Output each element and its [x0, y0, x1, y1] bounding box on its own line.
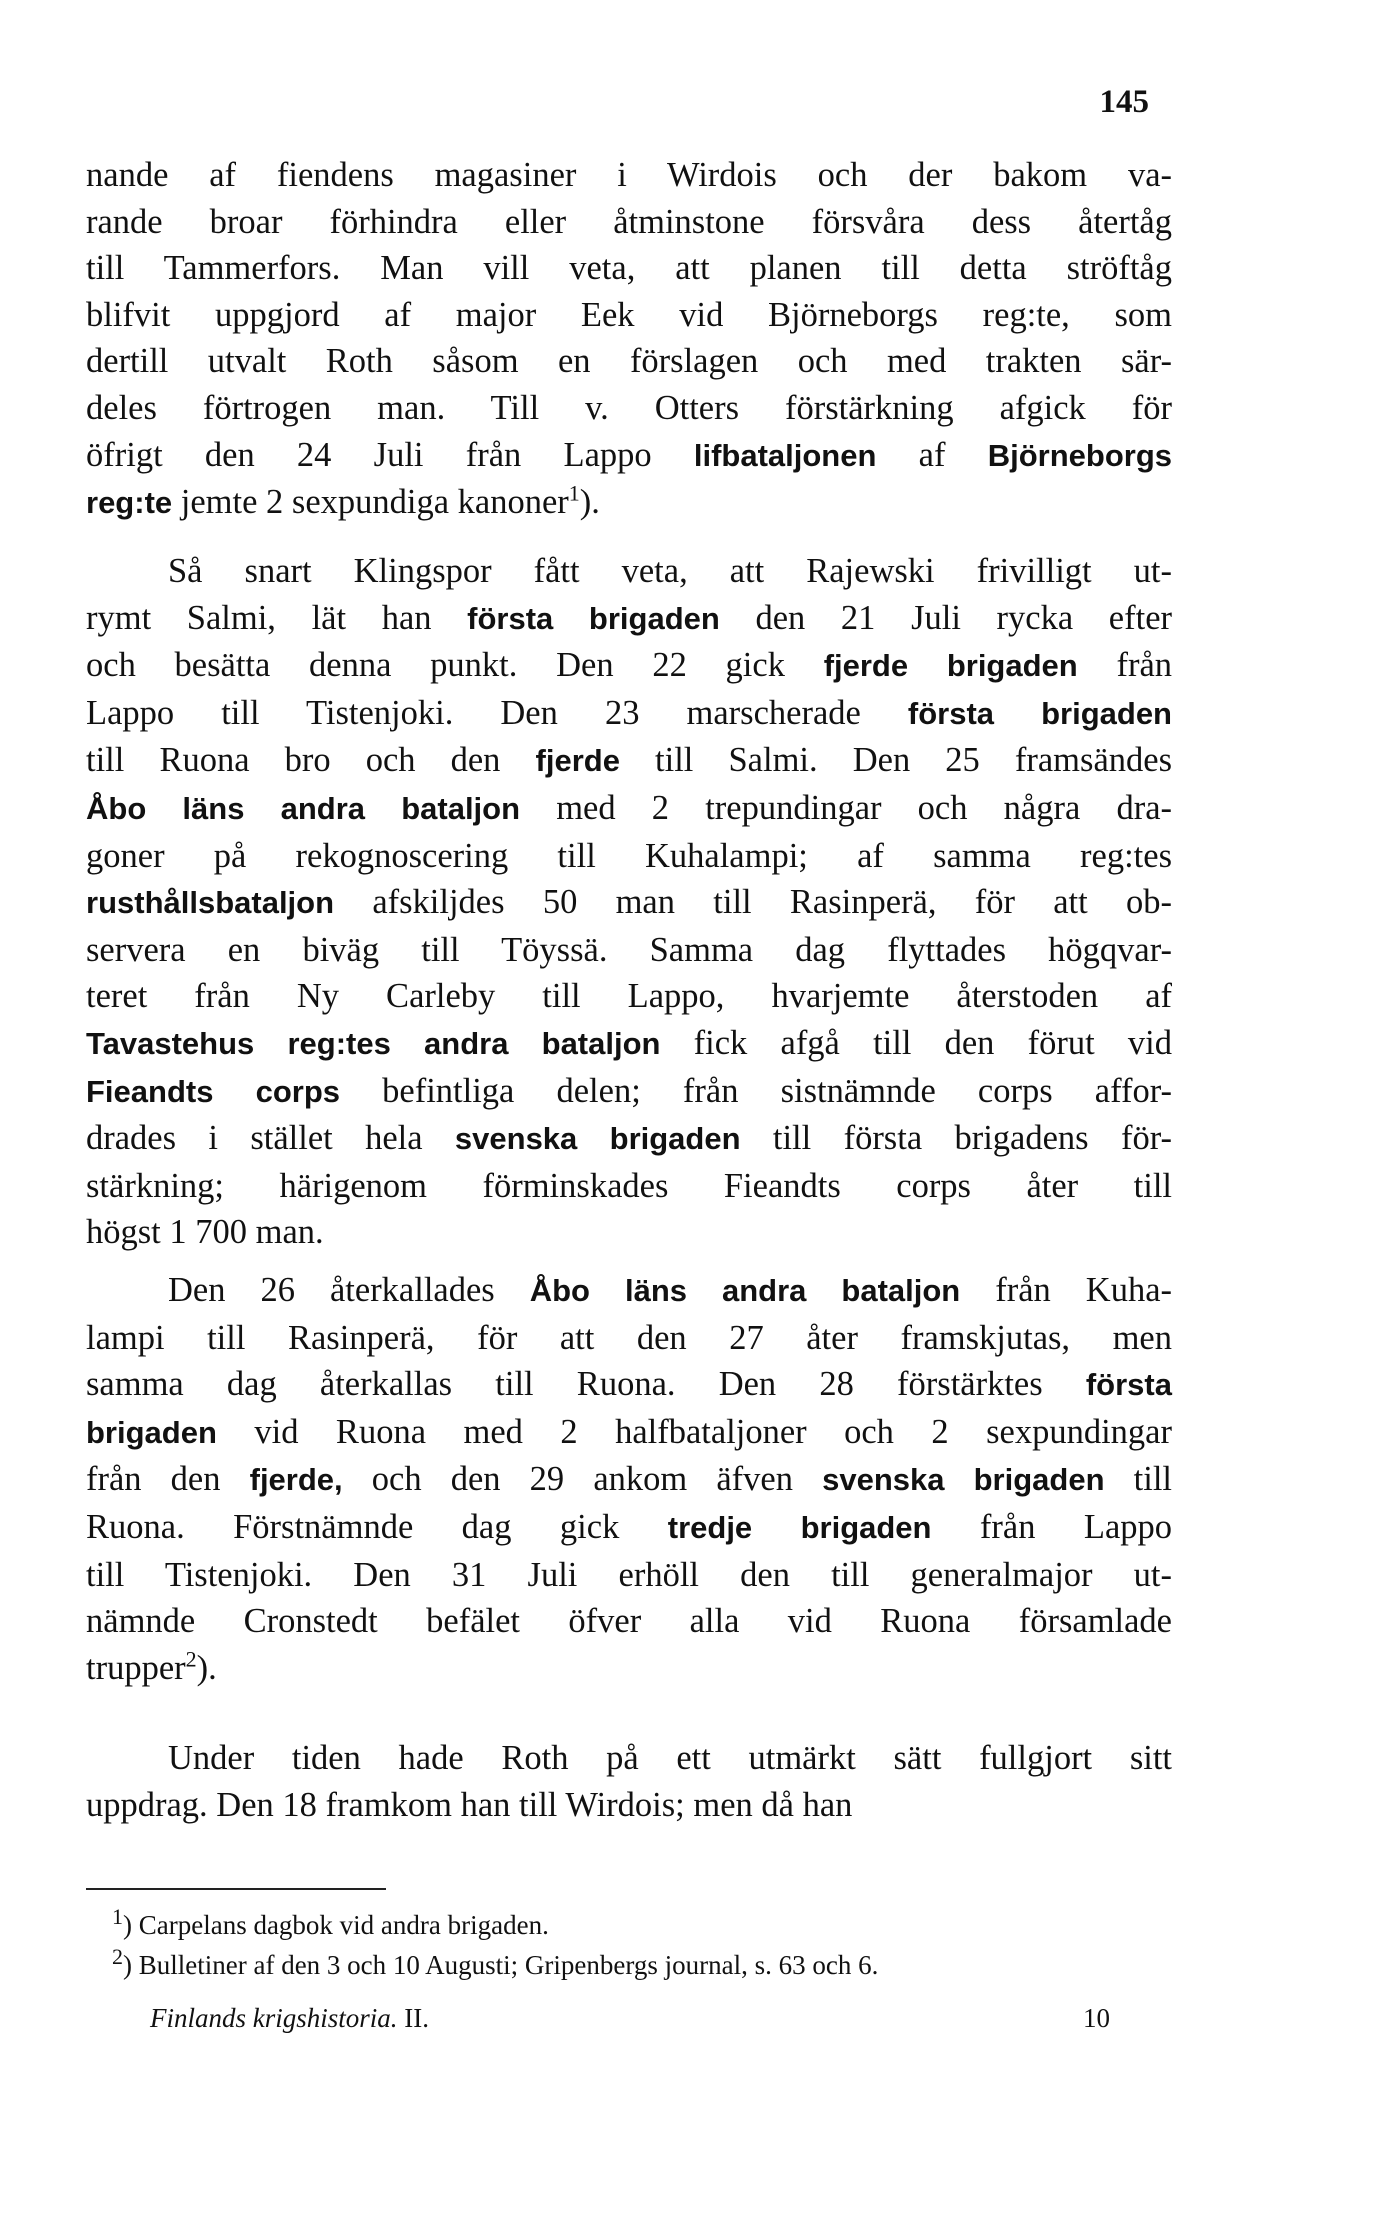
text-line — [86, 1163, 1172, 1210]
text-line — [86, 1068, 1172, 1116]
text-segment: servera en biväg till Töyssä. Samma dag flyttades högqvar- — [86, 930, 1172, 969]
emphasis-text: svenska brigaden — [822, 1462, 1105, 1498]
emphasis-text: Fieandts corps — [86, 1073, 341, 1109]
emphasis-text: Björneborgs — [987, 437, 1172, 473]
text-line — [86, 1020, 1172, 1068]
emphasis-text: Åbo läns andra bataljon — [529, 1273, 961, 1308]
footer-signature: 10 — [1083, 2003, 1110, 2033]
emphasis-text: Tavastehus reg:tes andra bataljon — [86, 1025, 661, 1061]
text-line — [86, 1456, 1172, 1504]
footer-volume: II. — [404, 2003, 430, 2033]
text-segment: och den 29 ankom äfven — [342, 1460, 823, 1499]
emphasis-text: första brigaden — [467, 600, 720, 636]
text-segment: fick afgå till den förut vid — [660, 1023, 1172, 1062]
paragraph-1 — [86, 152, 1172, 527]
footnote-2 — [112, 1945, 878, 1985]
text-line — [86, 152, 1172, 199]
page-footer — [150, 2003, 1110, 2034]
text-segment: Lappo till Tistenjoki. Den 23 marscherade — [86, 693, 908, 732]
text-line — [86, 338, 1172, 385]
text-segment: ). — [579, 483, 600, 522]
text-segment: nande af fiendens magasiner i Wirdois och der bakom va- — [86, 156, 1172, 194]
text-segment: till — [1104, 1460, 1172, 1499]
page-number: 145 — [1099, 84, 1149, 120]
text-segment: från Kuha- — [960, 1271, 1172, 1309]
text-segment: af — [876, 435, 988, 474]
text-segment: deles förtrogen man. Till v. Otters förstärkning afgick för — [86, 388, 1172, 427]
text-segment: Under tiden hade Roth på ett utmärkt sätt fullgjort sitt — [168, 1739, 1172, 1777]
text-segment: och besätta denna punkt. Den 22 gick — [86, 646, 824, 685]
footnote-divider — [86, 1888, 386, 1890]
text-line — [86, 385, 1172, 432]
footnote-reference: 2 — [185, 1646, 197, 1672]
text-line — [86, 1267, 1172, 1315]
text-segment: Den 26 återkallades — [168, 1271, 530, 1309]
emphasis-text: tredje brigaden — [667, 1509, 932, 1545]
emphasis-text: första brigaden — [907, 695, 1172, 731]
text-segment: afskiljdes 50 man till Rasinperä, för att ob- — [334, 883, 1172, 922]
emphasis-text: svenska brigaden — [454, 1121, 741, 1157]
text-segment: drades i stället hela — [86, 1119, 455, 1158]
text-line — [86, 1361, 1172, 1409]
text-segment: till Tammerfors. Man vill veta, att planen till detta ströftåg — [86, 249, 1172, 288]
text-segment: med 2 trepundingar och några dra- — [520, 788, 1172, 827]
text-segment: stärkning; härigenom förminskades Fieandts corps åter till — [86, 1166, 1172, 1205]
text-segment: befintliga delen; från sistnämnde corps affor- — [340, 1071, 1172, 1110]
text-segment: dertill utvalt Roth såsom en förslagen och med trakten sär- — [86, 342, 1172, 381]
text-segment: Ruona. Förstnämnde dag gick — [86, 1507, 668, 1546]
text-line — [86, 1735, 1172, 1782]
text-segment: till första brigadens för- — [740, 1119, 1172, 1158]
text-segment: trupper — [86, 1648, 186, 1687]
text-segment: från Lappo — [931, 1507, 1173, 1546]
emphasis-text: fjerde brigaden — [823, 648, 1078, 684]
text-segment: blifvit uppgjord af major Eek vid Björneborgs reg:te, som — [86, 295, 1172, 334]
text-segment: jemte 2 sexpundiga kanoner — [172, 483, 569, 522]
text-line — [86, 199, 1172, 246]
emphasis-text: reg:te — [86, 485, 173, 521]
text-line — [86, 833, 1172, 880]
footnote-1 — [112, 1905, 878, 1945]
text-line — [86, 479, 1172, 527]
text-segment: öfrigt den 24 Juli från Lappo — [86, 435, 694, 474]
footnote-1-text: ) Carpelans dagbok vid andra brigaden. — [123, 1910, 549, 1940]
emphasis-text: Åbo läns andra bataljon — [86, 790, 521, 826]
text-segment: rande broar förhindra eller åtminstone försvåra dess återtåg — [86, 202, 1172, 241]
emphasis-text: lifbataljonen — [693, 437, 877, 473]
text-segment: Så snart Klingspor fått veta, att Rajewski frivilligt ut- — [168, 552, 1172, 590]
footnote-reference: 1 — [568, 480, 580, 506]
paragraph-3 — [86, 1267, 1172, 1691]
emphasis-text: fjerde — [535, 743, 620, 779]
text-line — [86, 1782, 1172, 1829]
text-line — [86, 737, 1172, 785]
text-segment: samma dag återkallas till Ruona. Den 28 förstärktes — [86, 1365, 1086, 1404]
text-line — [86, 1552, 1172, 1599]
text-segment: högst 1 700 man. — [86, 1213, 324, 1252]
text-line — [86, 927, 1172, 974]
footnote-1-mark: 1 — [112, 1904, 123, 1929]
emphasis-text: brigaden — [86, 1414, 217, 1450]
text-segment: goner på rekognoscering till Kuhalampi; af samma reg:tes — [86, 836, 1172, 875]
text-segment: till Ruona bro och den — [86, 741, 536, 780]
text-segment: lampi till Rasinperä, för att den 27 åter framskjutas, men — [86, 1318, 1172, 1357]
footnote-2-mark: 2 — [112, 1944, 123, 1969]
text-line — [86, 1209, 1172, 1256]
text-segment: till Tistenjoki. Den 31 Juli erhöll den till generalmajor ut- — [86, 1555, 1172, 1594]
text-line — [86, 690, 1172, 738]
emphasis-text: fjerde, — [249, 1462, 343, 1498]
footnotes — [112, 1905, 878, 1985]
text-line — [86, 1598, 1172, 1645]
text-line — [86, 595, 1172, 643]
text-line — [86, 548, 1172, 595]
text-segment: till Salmi. Den 25 framsändes — [619, 741, 1172, 780]
text-segment: vid Ruona med 2 halfbataljoner och 2 sexpundingar — [216, 1412, 1172, 1451]
text-segment: från — [1077, 646, 1173, 685]
text-line — [86, 432, 1172, 480]
footer-series: Finlands krigshistoria. — [150, 2003, 398, 2033]
text-line — [86, 879, 1172, 927]
text-segment: nämnde Cronstedt befälet öfver alla vid Ruona församlade — [86, 1602, 1172, 1641]
text-segment: uppdrag. Den 18 framkom han till Wirdois; men då han — [86, 1785, 853, 1824]
text-line — [86, 245, 1172, 292]
text-segment: teret från Ny Carleby till Lappo, hvarjemte återstoden af — [86, 977, 1172, 1016]
paragraph-2 — [86, 548, 1172, 1256]
text-line — [86, 1315, 1172, 1362]
paragraph-4 — [86, 1735, 1172, 1828]
text-line — [86, 642, 1172, 690]
text-segment: ). — [196, 1648, 217, 1687]
text-line — [86, 1504, 1172, 1552]
emphasis-text: första — [1085, 1367, 1172, 1403]
text-line — [86, 292, 1172, 339]
text-line — [86, 973, 1172, 1020]
footnote-2-text: ) Bulletiner af den 3 och 10 Augusti; Gripenbergs journal, s. 63 och 6. — [123, 1950, 879, 1980]
text-segment: rymt Salmi, lät han — [86, 598, 468, 637]
text-line — [86, 785, 1172, 833]
text-line — [86, 1409, 1172, 1457]
text-line — [86, 1645, 1172, 1692]
text-line — [86, 1115, 1172, 1163]
emphasis-text: rusthållsbataljon — [86, 885, 335, 921]
text-segment: den 21 Juli rycka efter — [719, 598, 1172, 637]
text-segment: från den — [86, 1460, 250, 1499]
